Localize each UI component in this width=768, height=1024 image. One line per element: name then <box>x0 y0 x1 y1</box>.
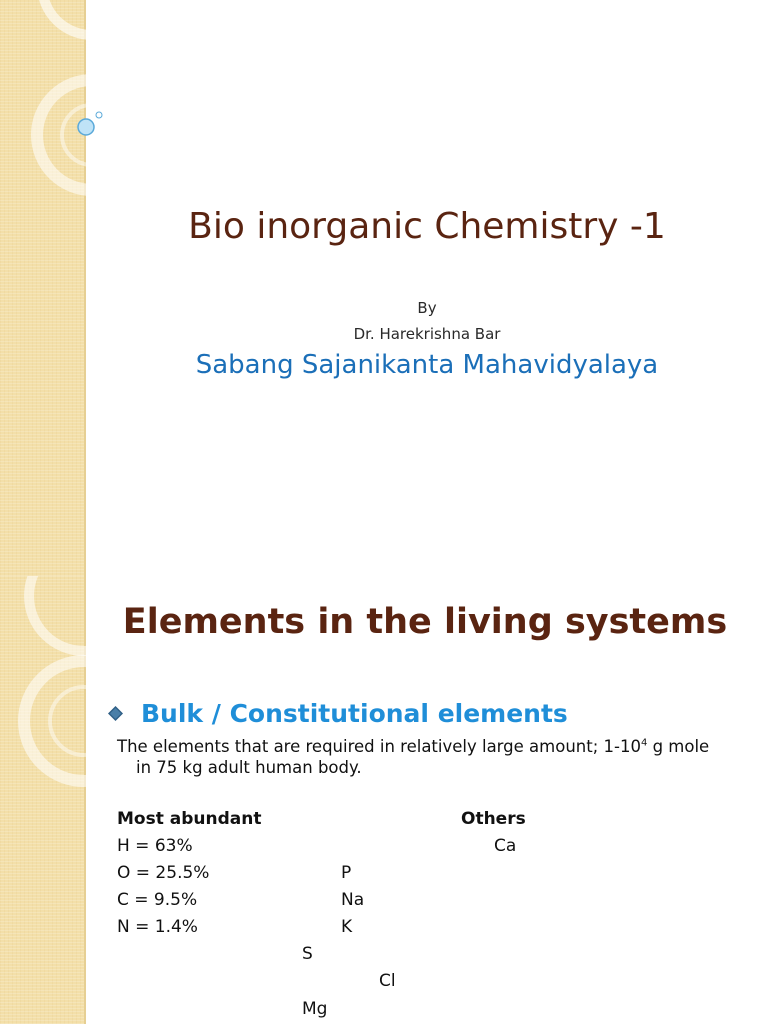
circle-decoration-icon <box>0 0 120 576</box>
bullet-heading <box>108 699 568 728</box>
other-element: Na <box>341 890 365 910</box>
bullet-heading-text: Bulk / Constitutional elements <box>141 699 568 728</box>
other-element: S <box>302 944 313 964</box>
author-name: Dr. Harekrishna Bar <box>353 325 501 343</box>
other-element: Cl <box>379 971 396 991</box>
content-slide <box>0 576 768 1024</box>
description-line-2: in 75 kg adult human body. <box>136 758 362 777</box>
description <box>117 736 709 778</box>
other-element: P <box>341 863 352 883</box>
exponent: 4 <box>640 737 648 749</box>
description-line-1 <box>117 736 709 757</box>
college-name: Sabang Sajanikanta Mahavidyalaya <box>195 350 659 380</box>
diamond-bullet-icon <box>108 706 123 721</box>
description-text: The elements that are required in relatively large amount; 1-10 <box>117 737 641 756</box>
other-element: K <box>341 917 353 937</box>
slide-title: Elements in the living systems <box>122 602 728 642</box>
element-n: N = 1.4% <box>117 917 198 937</box>
presentation-title: Bio inorganic Chemistry -1 <box>188 206 666 247</box>
description-unit: g mole <box>647 737 710 756</box>
by-label: By <box>417 299 437 317</box>
element-h: H = 63% <box>117 836 193 856</box>
other-element: Ca <box>494 836 517 856</box>
element-o: O = 25.5% <box>117 863 210 883</box>
most-abundant-header: Most abundant <box>117 809 262 829</box>
circle-decoration-icon <box>0 576 120 1024</box>
others-header: Others <box>461 809 526 829</box>
element-c: C = 9.5% <box>117 890 198 910</box>
other-element: Mg <box>302 999 328 1019</box>
